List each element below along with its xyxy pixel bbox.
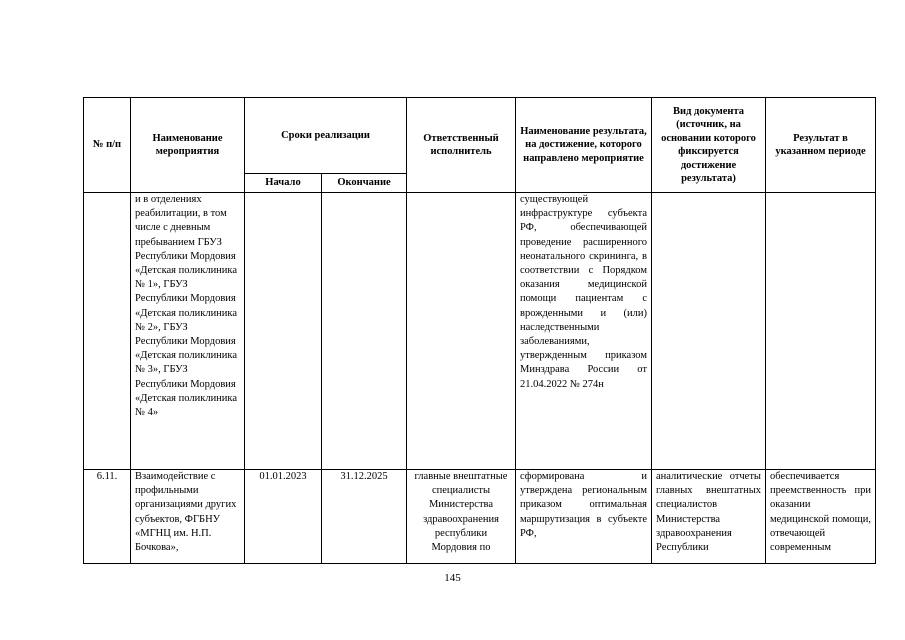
header-end: Окончание	[322, 174, 407, 193]
activities-table	[83, 97, 876, 564]
table-header-row	[84, 98, 876, 174]
header-executor: Ответственный исполнитель	[407, 98, 516, 193]
cell-executor: главные внештатные специалисты Министерства здравоохранения республики Мордовия по	[407, 470, 516, 564]
header-doc-type: Вид документа (источник, на основании которого фиксируется достижение результата)	[652, 98, 766, 193]
header-start: Начало	[245, 174, 322, 193]
cell-num: 6.11.	[84, 470, 131, 564]
cell-end: 31.12.2025	[322, 470, 407, 564]
page-number: 145	[444, 572, 461, 584]
cell-start	[245, 193, 322, 470]
header-num: № п/п	[84, 98, 131, 193]
cell-start: 01.01.2023	[245, 470, 322, 564]
cell-doc-type: аналитические отчеты главных внештатных специалистов Министерства здравоохранения Республики	[652, 470, 766, 564]
header-result-name: Наименование результата, на достижение, которого направлено мероприятие	[516, 98, 652, 193]
cell-doc-type	[652, 193, 766, 470]
header-activity: Наименование мероприятия	[131, 98, 245, 193]
cell-result-name: существующей инфраструктуре субъекта РФ, обеспечивающей проведение расширенного неонатального скрининга, в соответствии с Порядком оказания медицинской помощи пациентам с врожденными и (или) наследственными заболеваниями, утвержденным приказом Минздрава России от 21.04.2022 № 274н	[516, 193, 652, 470]
table-row	[84, 193, 876, 470]
cell-num	[84, 193, 131, 470]
cell-activity: Взаимодействие с профильными организациями других субъектов, ФГБНУ «МГНЦ им. Н.П. Бочкова»,	[131, 470, 245, 564]
header-deadlines: Сроки реализации	[245, 98, 407, 174]
cell-end	[322, 193, 407, 470]
cell-period-result: обеспечивается преемственность при оказании медицинской помощи, отвечающей современным	[766, 470, 876, 564]
header-period-result: Результат в указанном периоде	[766, 98, 876, 193]
cell-activity: и в отделениях реабилитации, в том числе с дневным пребыванием ГБУЗ Республики Мордовия «Детская поликлиника № 1», ГБУЗ Республики Мордовия «Детская поликлиника № 2», ГБУЗ Республики Мордовия «Детская поликлиника № 3», ГБУЗ Республики Мордовия «Детская поликлиника № 4»	[131, 193, 245, 470]
cell-result-name: сформирована и утверждена региональным приказом оптимальная маршрутизация в субъекте РФ,	[516, 470, 652, 564]
cell-executor	[407, 193, 516, 470]
cell-period-result	[766, 193, 876, 470]
table-row	[84, 470, 876, 564]
